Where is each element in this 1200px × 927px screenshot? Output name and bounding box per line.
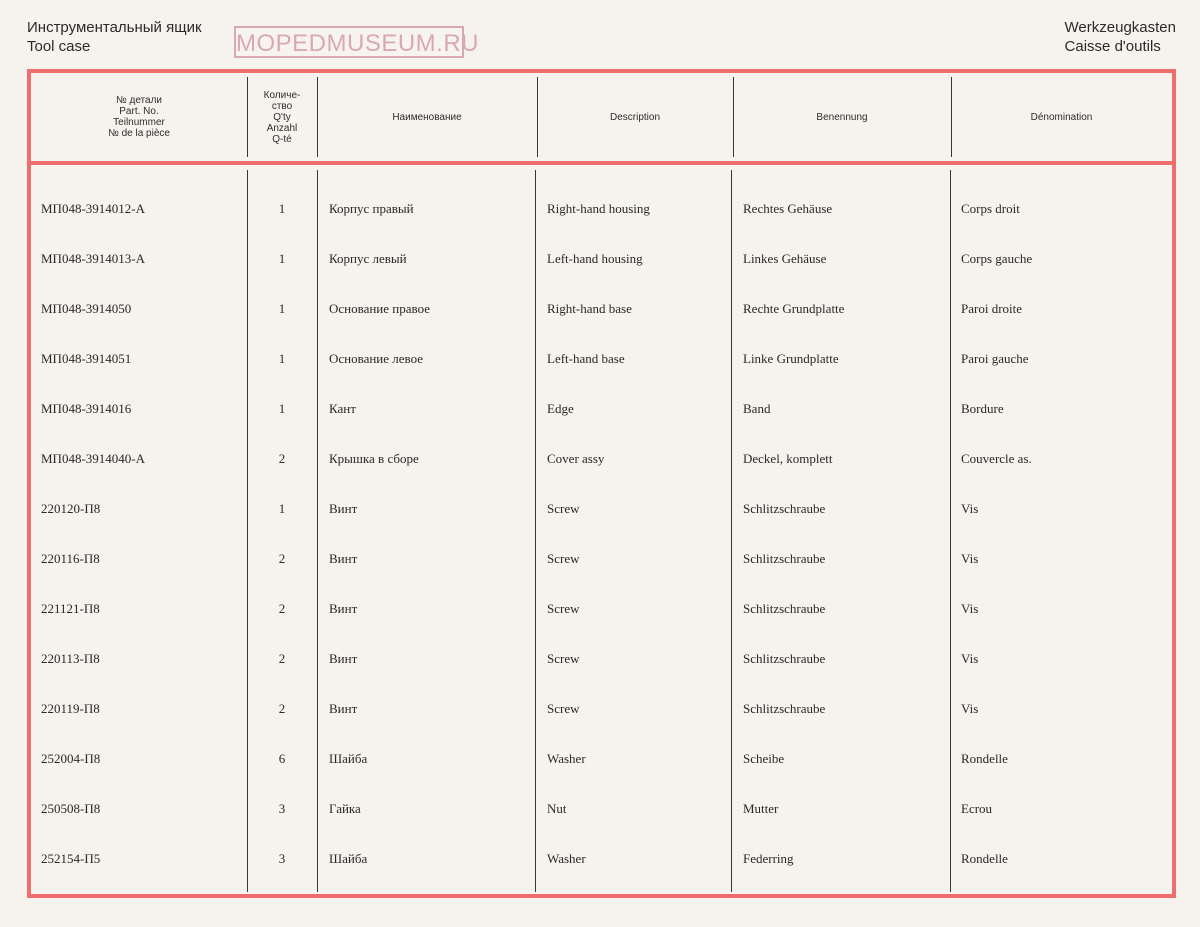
quantity: 1 [278,201,286,216]
table-row [31,784,1172,834]
name-russian: Шайба [329,751,368,766]
part-number: МП048-3914012-А [41,201,145,216]
part-number: 221121-П8 [41,601,100,616]
header-qty-fr: Q-té [272,133,292,145]
table-row [31,684,1172,734]
header-divider [317,77,318,157]
title-french: Caisse d'outils [1064,38,1161,55]
name-russian: Шайба [329,851,368,866]
part-number: 252004-П8 [41,751,101,766]
name-russian: Крышка в сборе [329,451,419,466]
name-french: Vis [961,501,979,516]
name-russian: Винт [329,601,358,616]
part-number: МП048-3914013-А [41,251,145,266]
header-divider [733,77,734,157]
part-number: МП048-3914040-А [41,451,145,466]
part-number: МП048-3914016 [41,401,132,416]
description-english: Screw [547,551,580,566]
table-row [31,534,1172,584]
name-french: Vis [961,651,979,666]
name-french: Paroi gauche [961,351,1029,366]
table-row [31,384,1172,434]
name-german: Deckel, komplett [743,451,833,466]
header-benennung: Benennung [816,111,868,123]
header-name-ru: Наименование [392,111,462,123]
description-english: Right-hand housing [547,201,650,216]
description-english: Cover assy [547,451,605,466]
header-divider [537,77,538,157]
name-german: Schlitzschraube [743,651,826,666]
header-qty-ru-2: ство [271,100,293,112]
name-russian: Корпус левый [329,251,407,266]
quantity: 3 [278,851,286,866]
title-german: Werkzeugkasten [1064,19,1176,36]
header-qty-de: Anzahl [266,122,298,134]
name-french: Corps droit [961,201,1020,216]
header-description: Description [609,111,661,123]
header-part-no [31,73,247,161]
name-french: Rondelle [961,751,1008,766]
part-number: МП048-3914050 [41,301,132,316]
part-number: 220120-П8 [41,501,101,516]
header-denomination: Dénomination [1030,111,1093,123]
table-row [31,584,1172,634]
part-number: 250508-П8 [41,801,101,816]
name-french: Rondelle [961,851,1008,866]
name-german: Band [743,401,771,416]
name-german: Linkes Gehäuse [743,251,827,266]
name-french: Couvercle as. [961,451,1032,466]
name-german: Schlitzschraube [743,601,826,616]
name-french: Ecrou [961,801,993,816]
description-english: Screw [547,501,580,516]
description-english: Nut [547,801,567,816]
name-russian: Основание правое [329,301,430,316]
name-russian: Винт [329,651,358,666]
table-row [31,334,1172,384]
name-french: Bordure [961,401,1004,416]
name-german: Schlitzschraube [743,701,826,716]
name-german: Schlitzschraube [743,551,826,566]
quantity: 1 [278,251,286,266]
quantity: 3 [278,801,286,816]
name-russian: Корпус правый [329,201,414,216]
description-english: Left-hand housing [547,251,643,266]
name-german: Rechte Grundplatte [743,301,845,316]
description-english: Washer [547,751,586,766]
table-row [31,434,1172,484]
table-row [31,634,1172,684]
description-english: Screw [547,701,580,716]
description-english: Screw [547,601,580,616]
name-russian: Кант [329,401,356,416]
name-russian: Винт [329,551,358,566]
description-english: Washer [547,851,586,866]
part-number: 220119-П8 [41,701,100,716]
name-german: Federring [743,851,794,866]
name-russian: Винт [329,501,358,516]
title-russian: Инструментальный ящик [27,19,202,36]
part-number: 220113-П8 [41,651,100,666]
name-french: Vis [961,601,979,616]
header-divider [951,77,952,157]
quantity: 1 [278,301,286,316]
page-title-right [1065,18,1176,56]
table-header [31,73,1172,161]
page-title-left [27,18,202,56]
description-english: Screw [547,651,580,666]
part-number: 220116-П8 [41,551,100,566]
part-number: 252154-П5 [41,851,101,866]
name-russian: Основание левое [329,351,424,366]
table-row [31,834,1172,884]
header-qty-en: Q'ty [273,111,291,123]
header-part-no-en: Part. No. [119,106,159,117]
quantity: 1 [278,351,286,366]
title-english: Tool case [27,38,91,55]
header-part-no-fr: № de la pièce [108,128,170,139]
quantity: 2 [278,551,286,566]
header-qty-ru-1: Количе- [263,89,301,101]
description-english: Left-hand base [547,351,625,366]
name-russian: Винт [329,701,358,716]
table-row [31,284,1172,334]
name-german: Linke Grundplatte [743,351,839,366]
site-watermark: MOPEDMUSEUM.RU [234,26,464,58]
header-part-no-ru: № детали [115,95,163,106]
header-separator [27,161,1176,165]
description-english: Right-hand base [547,301,632,316]
name-german: Rechtes Gehäuse [743,201,833,216]
name-german: Mutter [743,801,779,816]
table-row [31,184,1172,234]
name-german: Schlitzschraube [743,501,826,516]
quantity: 6 [278,751,286,766]
table-row [31,734,1172,784]
name-french: Corps gauche [961,251,1033,266]
quantity: 2 [278,701,286,716]
quantity: 2 [278,651,286,666]
header-part-no-de: Teilnummer [113,117,165,128]
header-qty [247,73,317,161]
table-row [31,484,1172,534]
quantity: 1 [278,401,286,416]
name-french: Vis [961,701,979,716]
name-french: Paroi droite [961,301,1023,316]
quantity: 1 [278,501,286,516]
name-russian: Гайка [329,801,361,816]
table-row [31,234,1172,284]
part-number: МП048-3914051 [41,351,132,366]
header-divider [247,77,248,157]
quantity: 2 [278,451,286,466]
quantity: 2 [278,601,286,616]
name-french: Vis [961,551,979,566]
description-english: Edge [547,401,574,416]
name-german: Scheibe [743,751,785,766]
